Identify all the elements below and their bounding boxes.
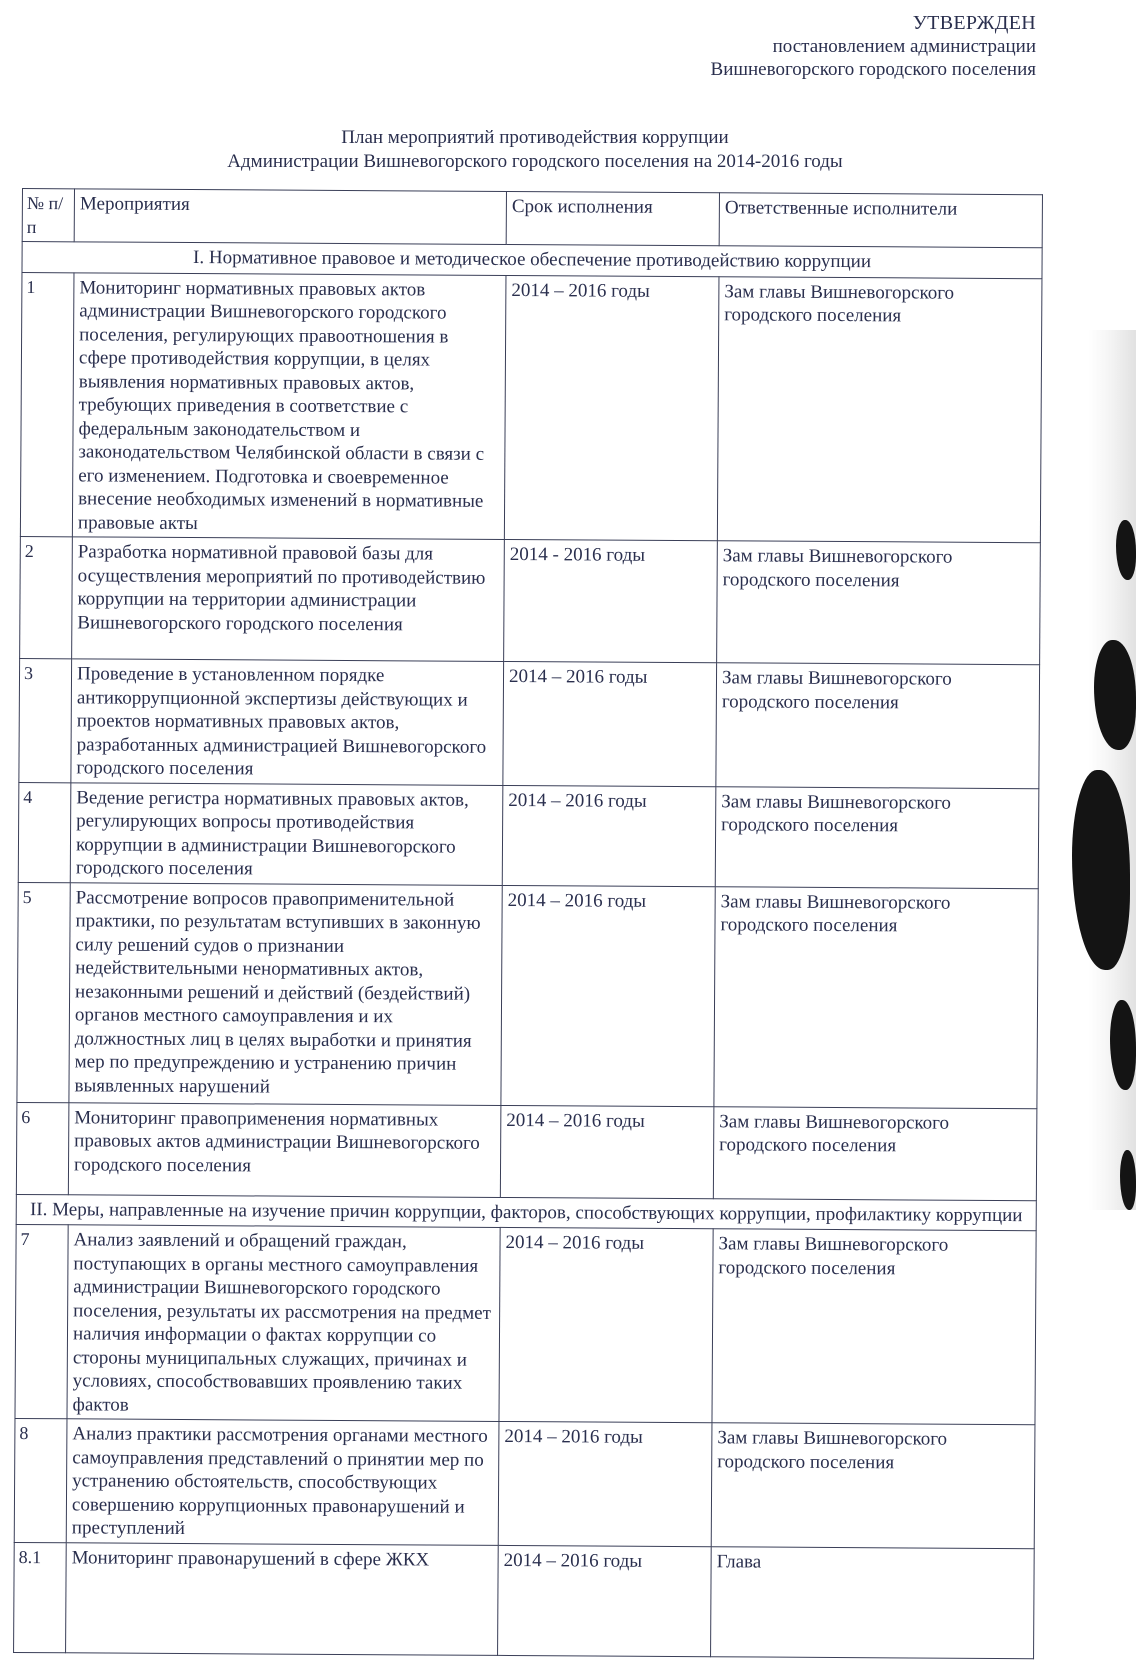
section-title-1: I. Нормативное правовое и методическое обеспечение противодействию коррупции — [22, 242, 1042, 279]
row-responsible: Зам главы Вишневогорского городского поселения — [714, 886, 1038, 1108]
table-row — [18, 782, 1039, 888]
row-activity: Разработка нормативной правовой базы для осуществления мероприятий по противодействию коррупции на территории администрации Вишневогорского городского поселения — [72, 537, 505, 662]
row-responsible: Зам главы Вишневогорского городского поселения — [711, 1423, 1035, 1548]
table-row — [16, 1102, 1037, 1200]
scan-damage-blot — [1110, 1000, 1136, 1090]
row-activity: Мониторинг правоприменения нормативных правовых актов администрации Вишневогорского городского поселения — [68, 1102, 501, 1197]
table-header-row — [22, 189, 1042, 248]
header-activity: Мероприятия — [74, 189, 506, 245]
row-num: 6 — [16, 1102, 69, 1194]
row-responsible: Зам главы Вишневогорского городского поселения — [712, 1229, 1036, 1425]
row-deadline: 2014 – 2016 годы — [501, 885, 715, 1106]
row-num: 1 — [20, 272, 74, 537]
approval-stamp-block — [616, 12, 1036, 81]
row-num: 2 — [20, 536, 73, 658]
row-deadline: 2014 – 2016 годы — [500, 1105, 714, 1198]
row-deadline: 2014 - 2016 годы — [504, 539, 718, 662]
row-activity: Ведение регистра нормативных правовых актов, регулирующих вопросы противодействия коррупции в администрации Вишневогорского городского поселения — [70, 782, 503, 885]
table-row — [14, 1418, 1035, 1548]
header-deadline: Срок исполнения — [506, 191, 719, 245]
row-activity: Анализ заявлений и обращений граждан, поступающих в органы местного самоуправления администрации Вишневогорского городского поселения, результаты их рассмотрения на предмет наличия информации о фактах коррупции со стороны муниципальных служащих, причинах и условиях, способствовавших проявлению таких фактов — [67, 1225, 500, 1422]
row-responsible: Зам главы Вишневогорского городского поселения — [717, 276, 1042, 542]
row-activity: Мониторинг правонарушений в сфере ЖКХ — [66, 1542, 499, 1655]
header-responsible: Ответственные исполнители — [719, 193, 1042, 248]
row-num: 3 — [19, 658, 72, 782]
document-title — [120, 126, 950, 174]
row-responsible: Зам главы Вишневогорского городского поселения — [715, 786, 1039, 888]
approval-line-decree: постановлением администрации — [772, 36, 1036, 57]
row-responsible: Глава — [711, 1546, 1035, 1658]
row-deadline: 2014 – 2016 годы — [498, 1545, 712, 1656]
table-row — [19, 658, 1040, 788]
row-deadline: 2014 – 2016 годы — [498, 1421, 712, 1546]
table-row — [15, 1224, 1036, 1424]
table-row — [20, 272, 1042, 543]
row-deadline: 2014 – 2016 годы — [499, 1227, 713, 1422]
row-num: 8 — [14, 1418, 67, 1542]
row-responsible: Зам главы Вишневогорского городского поселения — [713, 1106, 1037, 1200]
table-row — [14, 1542, 1035, 1658]
row-responsible: Зам главы Вишневогорского городского поселения — [716, 663, 1040, 788]
approval-line-municipality: Вишневогорского городского поселения — [710, 59, 1036, 80]
row-deadline: 2014 – 2016 годы — [503, 661, 717, 786]
row-num: 8.1 — [14, 1542, 67, 1652]
row-num: 4 — [18, 782, 71, 882]
document-title-line-1: План мероприятий противодействия коррупции — [341, 127, 729, 148]
row-activity: Анализ практики рассмотрения органами местного самоуправления представлений о принятии мер по устранению обстоятельств, способствующих совершению коррупционных правонарушений и преступлений — [66, 1419, 499, 1545]
row-activity: Мониторинг нормативных правовых актов администрации Вишневогорского городского поселения, регулирующих правоотношения в сфере противодействия коррупции, в целях выявления нормативных правовых актов, требующих приведения в соответствие с федеральным законодательством и законодательством Челябинской области в связи с его изменением. Подготовка и своевременное внесение необходимых изменений в нормативные правовые акты — [72, 272, 506, 539]
table-row — [20, 536, 1041, 664]
approval-heading: УТВЕРЖДЕН — [912, 12, 1036, 34]
row-responsible: Зам главы Вишневогорского городского поселения — [717, 541, 1041, 665]
plan-table — [13, 188, 1043, 1659]
row-deadline: 2014 – 2016 годы — [504, 275, 719, 541]
row-num: 7 — [15, 1224, 68, 1418]
section-title-2: II. Меры, направленные на изучение причин коррупции, факторов, способствующих коррупции, профилактику коррупции — [16, 1194, 1036, 1231]
scan-damage-blot — [1116, 520, 1136, 580]
header-num: № п/п — [22, 189, 74, 242]
row-deadline: 2014 – 2016 годы — [502, 785, 716, 886]
table-row — [17, 882, 1038, 1108]
row-activity: Рассмотрение вопросов правоприменительной практики, по результатам вступивших в законную силу решений судов о признании недействительными ненормативных актов, незаконными решений и действий (бездействий) органов местного самоуправления и их должностных лиц в целях выработки и принятия мер по предупреждению и устранению причин выявленных нарушений — [69, 882, 502, 1105]
row-activity: Проведение в установленном порядке антикоррупционной экспертизы действующих и проектов нормативных правовых актов, разработанных администрацией Вишневогорского городского поселения — [71, 659, 504, 785]
row-num: 5 — [17, 882, 70, 1102]
scan-damage-blot — [1120, 1150, 1136, 1210]
document-title-line-2: Администрации Вишневогорского городского поселения на 2014-2016 годы — [227, 151, 843, 172]
